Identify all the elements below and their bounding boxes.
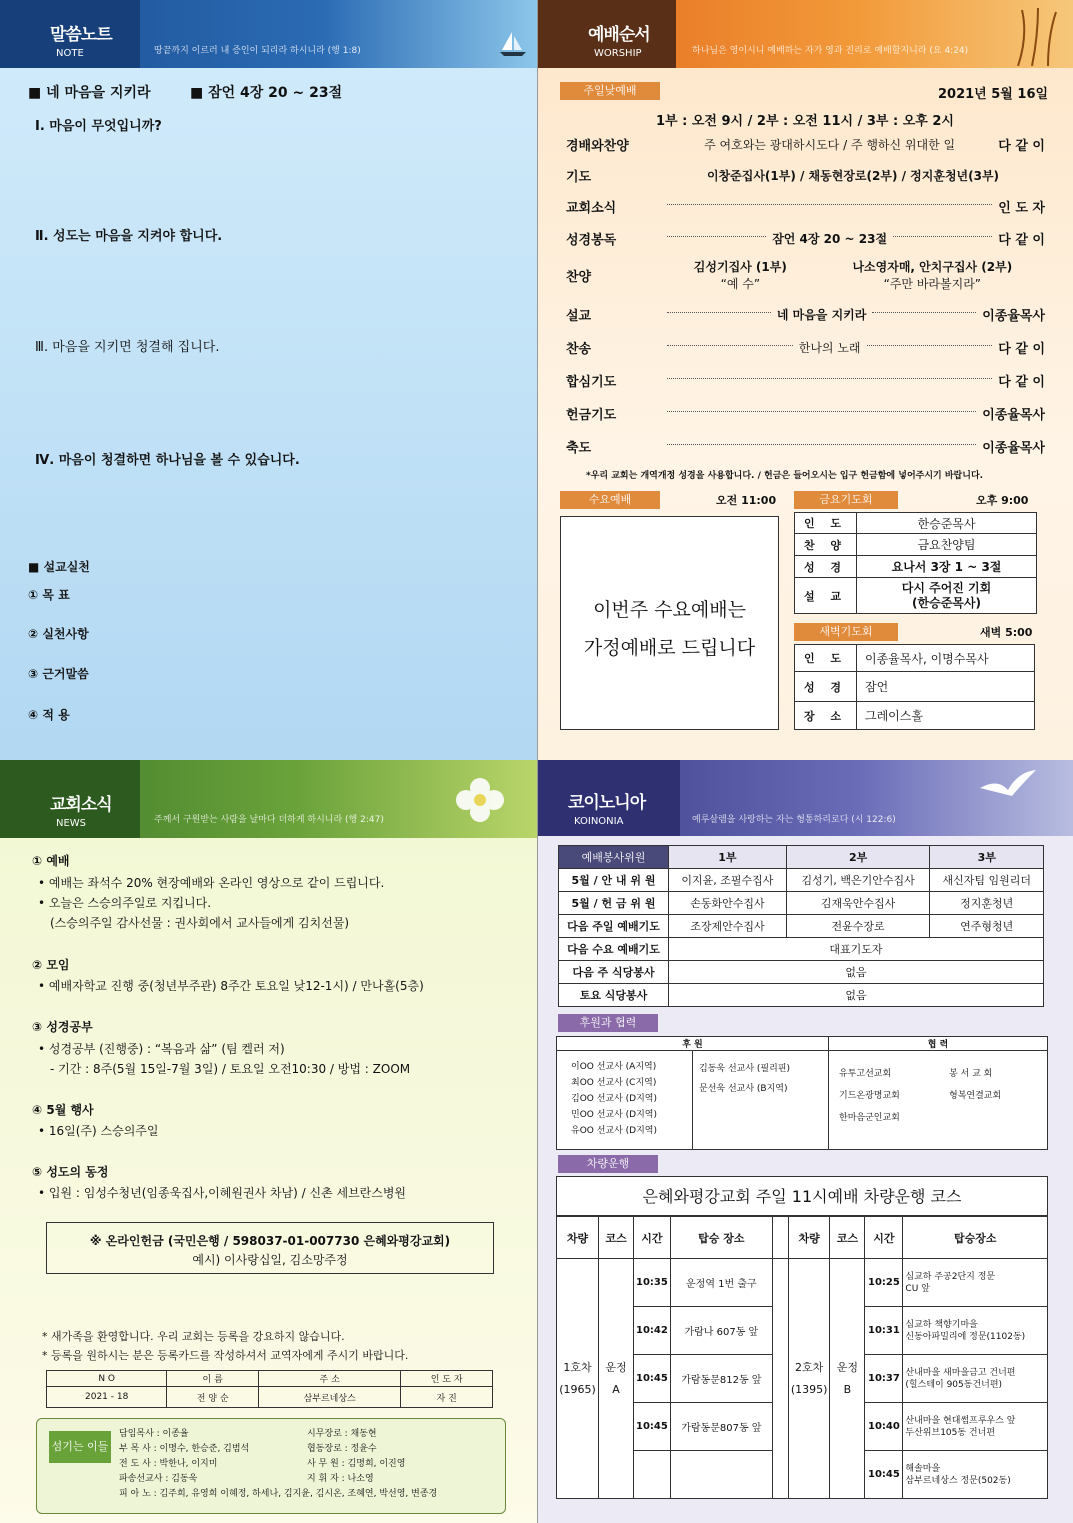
course-b: 운정 B bbox=[830, 1259, 865, 1499]
sermon-scripture: ■ 잠언 4장 20 ~ 23절 bbox=[190, 85, 343, 101]
news-section-1-title: ① 예배 bbox=[32, 854, 70, 868]
koinonia-badge bbox=[538, 760, 680, 836]
note-header bbox=[0, 0, 537, 68]
practice-title: ■ 설교실천 bbox=[28, 560, 90, 574]
staff-tag: 섬기는 이들 bbox=[49, 1431, 111, 1463]
order-row-choir: 찬양 김성기집사 (1부) “예 수” 나소영자매, 안치구집사 (2부) “주만 바라볼지라” bbox=[566, 260, 1013, 291]
bus-tag: 차량운행 bbox=[558, 1155, 658, 1173]
worship-header-verse: 하나님은 영이시니 예배하는 자가 영과 진리로 예배할지니라 (요 4:24) bbox=[692, 46, 969, 56]
news-section-5: • 입원 : 임성수청년(임종욱집사,이혜원권사 차남) / 신촌 세브란스병원 bbox=[38, 1186, 407, 1200]
note-badge bbox=[0, 0, 140, 68]
practice-items: ② 실천사항 bbox=[28, 627, 89, 641]
online-offering-account: ※ 온라인헌금 (국민은행 / 598037-01-007730 은혜와평강교회) bbox=[89, 1234, 451, 1248]
car-2: 2호차 (1395) bbox=[788, 1259, 830, 1499]
order-row-offering: 헌금기도 이종율목사 bbox=[566, 408, 1045, 423]
wheat-icon bbox=[1008, 6, 1068, 66]
point-1: Ⅰ. 마음이 무엇입니까? bbox=[35, 119, 162, 134]
worship-header bbox=[538, 0, 1073, 68]
sermon-title: ■ 네 마음을 지키라 bbox=[28, 85, 151, 101]
news-section-4-title: ④ 5월 행사 bbox=[32, 1103, 94, 1117]
order-row-praise: 경배와찬양 주 여호와는 광대하시도다 / 주 행하신 위대한 일 다 같 이 bbox=[566, 138, 1045, 154]
note-header-verse: 땅끝까지 이르러 내 증인이 되리라 하시니라 (행 1:8) bbox=[154, 46, 361, 56]
news-section-2: • 예배자학교 진행 중(청년부주관) 8주간 토요일 낮12-1시) / 만나홀(5층) bbox=[38, 979, 424, 993]
note-badge-en: NOTE bbox=[56, 48, 84, 59]
coop-list-2: 봉 서 교 회 형복연결교회 bbox=[949, 1069, 1002, 1101]
support-box: 후 원 협 력 이OO 선교사 (A지역) 최OO 선교사 (C지역) 김OO 선교사 (D지역) 민OO 선교사 (D지역) 유OO 선교사 (D지역) 김동욱 선교사 (필리핀) 문선욱 선교사 (B지역) 유투고선교회 기드온광명교회 한마음군인교회 봉 서 교 회 형복연결교회 bbox=[556, 1036, 1048, 1150]
online-offering-example: 예시) 이사랑십일, 김소망주정 bbox=[192, 1253, 348, 1267]
point-2: Ⅱ. 성도는 마음을 지켜야 합니다. bbox=[35, 229, 223, 244]
order-row-reading: 성경봉독 잠언 4장 20 ~ 23절 다 같 이 bbox=[566, 232, 1045, 248]
dawn-table: 인 도 이종율목사, 이명수목사 성 경 잠언 장 소 그레이스홀 bbox=[794, 644, 1035, 730]
worship-notice: *우리 교회는 개역개정 성경을 사용합니다. / 헌금은 들어오시는 입구 헌금함에 넣어주시기 바랍니다. bbox=[586, 471, 984, 481]
bus-table: 차량 코스 시간 탑승 장소 차량 코스 시간 탑승장소 1호차 (1965) 운정 A 10:35 운정역 1번 출구 2호차 (1395) 운정 B 10:25 심교하 주공2단지 정문 CU 앞 10:42 가람나 607동 앞 10:31 심교하 책향기마을 신동아파밀리에 정문(1102동) 10:45 가람동문812동 앞 10:37 산내마을 새마을금고 건너편 (힐스테이 905동건너편) 10:45 가람동문807동 앞 10:40 산내마을 현대썸프루우스 앞 두산위브105동 건너편 10:45 해솔마을 삼부르네상스 정문(502동) bbox=[556, 1216, 1048, 1499]
welcome-text: * 새가족을 환영합니다. 우리 교회는 등록을 강요하지 않습니다. * 등록을 원하시는 분은 등록카드를 작성하셔서 교역자에게 주시기 바랍니다. bbox=[42, 1330, 409, 1362]
staff-list: 담임목사 : 이종율 시무장로 : 채동현 부 목 사 : 이명수, 한승준, 김범석 협동장로 : 정윤수 전 도 사 : 박한나, 이지미 사 무 원 : 김명희, 이진영 파송선교사 : 김동욱 지 휘 자 : 나소영 피 아 노 : 김주희, 유영희 이혜정, 하세나, 김지윤, 김시온, 조혜연, 박선영, 변종경 bbox=[119, 1429, 438, 1499]
practice-verse: ③ 근거말씀 bbox=[28, 667, 89, 681]
worship-panel bbox=[538, 0, 1073, 760]
flower-icon bbox=[440, 768, 520, 834]
news-section-1: • 예배는 좌석수 20% 현장예배와 온라인 영상으로 같이 드립니다. • 오늘은 스승의주일로 지킵니다. (스승의주일 감사선물 : 권사회에서 교사들에게 김치선물) bbox=[38, 876, 385, 930]
news-header bbox=[0, 760, 537, 838]
bird-icon bbox=[978, 768, 1038, 812]
news-badge-en: NEWS bbox=[56, 818, 87, 829]
koinonia-header-verse: 예루살렘을 사랑하는 자는 형통하리로다 (시 122:6) bbox=[692, 815, 896, 825]
worship-badge-en: WORSHIP bbox=[594, 48, 642, 59]
point-4: Ⅳ. 마음이 청결하면 하나님을 볼 수 있습니다. bbox=[35, 453, 300, 468]
wednesday-tag: 수요예배 bbox=[560, 491, 660, 509]
sermon-note-panel bbox=[0, 0, 538, 760]
order-row-unison: 합심기도 다 같 이 bbox=[566, 375, 1045, 390]
koinonia-badge-en: KOINONIA bbox=[574, 816, 624, 827]
friday-table: 인 도 한승준목사 찬 양 금요찬양팀 성 경 요나서 3장 1 ~ 3절 설 교 다시 주어진 기회 (한승준목사) bbox=[794, 512, 1037, 614]
order-row-news: 교회소식 인 도 자 bbox=[566, 201, 1045, 216]
order-row-sermon: 설교 네 마음을 지키라 이종율목사 bbox=[566, 308, 1045, 324]
serve-table: 예배봉사위원 1부 2부 3부 5월 / 안 내 위 원 이지윤, 조필수집사 김성기, 백은기안수집사 새신자팀 임원리더 5월 / 헌 금 위 원 손동화안수집사 김재욱안수집사 정지훈청년 다음 주일 예배기도 조장제안수집사 전윤수장로 연주형청년 다음 수요 예배기도 대표기도자 다음 주 식당봉사 없음 토요 식당봉사 없음 bbox=[558, 845, 1044, 1007]
sailboat-icon bbox=[498, 28, 528, 58]
koinonia-panel bbox=[538, 760, 1073, 1523]
coop-list-1: 유투고선교회 기드온광명교회 한마음군인교회 bbox=[839, 1069, 900, 1123]
order-row-benediction: 축도 이종율목사 bbox=[566, 441, 1045, 456]
course-a: 운정 A bbox=[599, 1259, 634, 1499]
practice-apply: ④ 적 용 bbox=[28, 708, 70, 722]
koinonia-header bbox=[538, 760, 1073, 836]
car-1: 1호차 (1965) bbox=[557, 1259, 599, 1499]
practice-goal: ① 목 표 bbox=[28, 588, 70, 602]
service-times: 1부 : 오전 9시 / 2부 : 오전 11시 / 3부 : 오후 2시 bbox=[656, 114, 954, 129]
church-news-panel bbox=[0, 760, 538, 1523]
online-offering-box bbox=[46, 1222, 494, 1274]
dawn-time: 새벽 5:00 bbox=[980, 626, 1033, 639]
dawn-tag: 새벽기도회 bbox=[794, 623, 898, 641]
sunday-tag: 주일낮예배 bbox=[560, 82, 660, 100]
koinonia-badge-title: 코이노니아 bbox=[568, 793, 646, 813]
worship-badge-title: 예배순서 bbox=[588, 25, 650, 45]
registration-table: N O 이 름 주 소 인 도 자 2021 - 18 전 양 순 삼부르네상스 자 진 bbox=[46, 1370, 493, 1408]
worship-date: 2021년 5월 16일 bbox=[938, 87, 1049, 102]
news-section-2-title: ② 모임 bbox=[32, 958, 70, 972]
worship-badge bbox=[538, 0, 676, 68]
wednesday-msg-2: 가정예배로 드립니다 bbox=[583, 637, 756, 659]
order-row-hymn: 찬송 한나의 노래 다 같 이 bbox=[566, 341, 1046, 357]
support-tag: 후원과 협력 bbox=[558, 1014, 658, 1032]
order-row-prayer: 기도 이창준집사(1부) / 채동현장로(2부) / 정지훈청년(3부) bbox=[566, 169, 1000, 185]
friday-time: 오후 9:00 bbox=[976, 494, 1029, 507]
wednesday-time: 오전 11:00 bbox=[716, 494, 777, 507]
news-header-verse: 주께서 구원받는 사람을 날마다 더하게 하시니라 (행 2:47) bbox=[154, 815, 384, 825]
note-badge-title: 말씀노트 bbox=[50, 25, 112, 45]
wednesday-msg-1: 이번주 수요예배는 bbox=[593, 599, 746, 621]
bus-title: 은혜와평강교회 주일 11시예배 차량운행 코스 bbox=[556, 1176, 1048, 1216]
support-list-1: 이OO 선교사 (A지역) 최OO 선교사 (C지역) 김OO 선교사 (D지역) 민OO 선교사 (D지역) 유OO 선교사 (D지역) bbox=[557, 1051, 693, 1149]
point-3: Ⅲ. 마음을 지키면 청결해 집니다. bbox=[35, 340, 220, 355]
news-badge-title: 교회소식 bbox=[50, 795, 112, 815]
news-badge bbox=[0, 760, 140, 838]
news-section-5-title: ⑤ 성도의 동정 bbox=[32, 1165, 109, 1179]
news-section-3-title: ③ 성경공부 bbox=[32, 1020, 93, 1034]
support-list-2: 김동욱 선교사 (필리핀) 문선욱 선교사 (B지역) bbox=[693, 1051, 829, 1149]
friday-tag: 금요기도회 bbox=[794, 491, 898, 509]
staff-box bbox=[36, 1418, 506, 1514]
news-section-3: • 성경공부 (진행중) : “복음과 삶” (팀 켈러 저) - 기간 : 8주(5월 15일-7월 3일) / 토요일 오전10:30 / 방법 : ZOOM bbox=[38, 1042, 411, 1076]
news-section-4: • 16일(주) 스승의주일 bbox=[38, 1124, 159, 1138]
wednesday-box bbox=[560, 516, 779, 730]
